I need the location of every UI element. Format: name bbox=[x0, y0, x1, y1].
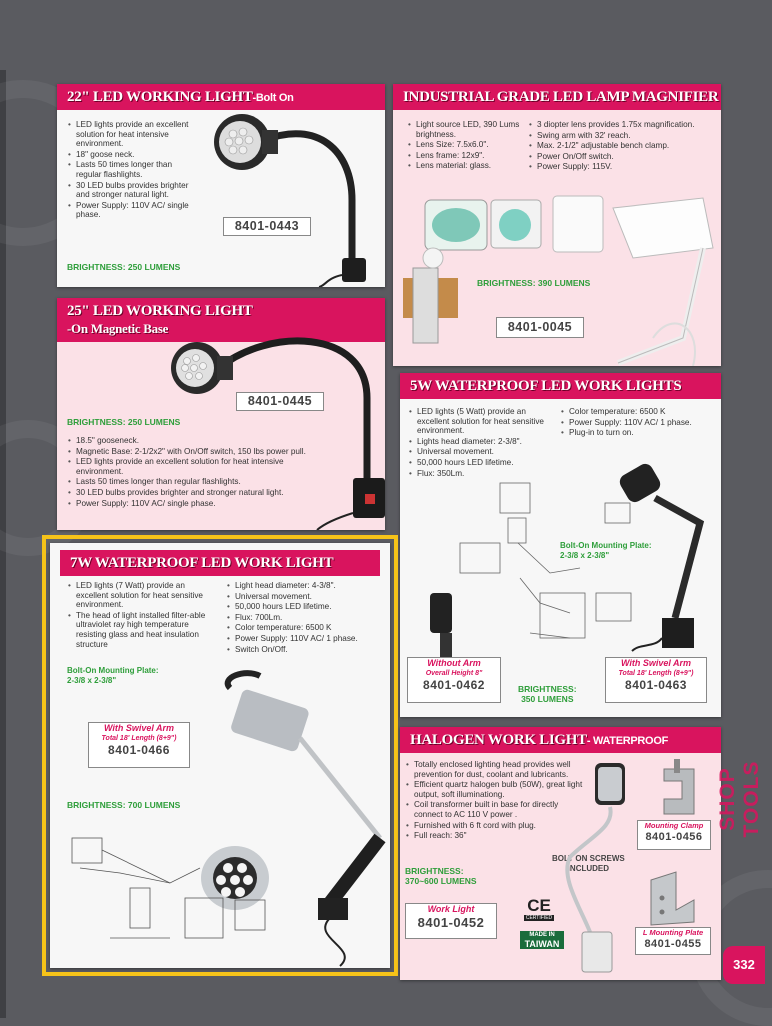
feature-item: • The head of light installed filter-able ultraviolet ray high temperature resisting glass and heat insulation structure bbox=[67, 611, 215, 649]
feature-item: • Lens material: glass. bbox=[407, 161, 522, 171]
feature-item: • 18" goose neck. bbox=[67, 150, 192, 160]
part-number: 8401-0455 bbox=[644, 938, 702, 950]
feature-item: • Flux: 350Lm. bbox=[408, 469, 558, 479]
feature-item: • 30 LED bulbs provides brighter and stronger natural light. bbox=[67, 488, 307, 498]
plate-size-text: 2-3/8 x 2-3/8" bbox=[67, 676, 117, 685]
ce-mark-text: CE bbox=[527, 896, 551, 915]
feature-item: • LED lights (7 Watt) provide an excellent solution for heat sensitive environment. bbox=[67, 581, 215, 610]
product-panel-halogen bbox=[400, 727, 721, 980]
variant-title: Mounting Clamp bbox=[644, 821, 704, 830]
panel-title-text: 7W WATERPROOF LED WORK LIGHT bbox=[70, 555, 334, 571]
ce-sub-text: CERTIFIED bbox=[525, 915, 553, 921]
feature-item: • Coil transformer built in base for directly connect to AC 110 V power . bbox=[405, 800, 585, 819]
feature-item: • Light source LED, 390 Lums brightness. bbox=[407, 120, 522, 139]
variant-subtitle: Overall Height 8" bbox=[425, 670, 483, 677]
brightness-label bbox=[518, 684, 577, 704]
panel-title-suffix: - WATERPROOF bbox=[586, 735, 668, 747]
gooseneck-lamp-image bbox=[207, 110, 385, 287]
feature-item: • Switch On/Off. bbox=[226, 645, 386, 655]
product-panel-22in-led bbox=[57, 84, 385, 287]
feature-list bbox=[67, 436, 307, 509]
variant-with-swivel-arm bbox=[605, 657, 707, 703]
feature-item: • Universal movement. bbox=[226, 592, 386, 602]
l-mounting-plate-image bbox=[646, 870, 698, 928]
part-number: 8401-0463 bbox=[625, 678, 687, 692]
feature-item: • Swing arm with 32' reach. bbox=[528, 131, 718, 141]
part-number: 8401-0452 bbox=[417, 915, 485, 930]
variant-l-mounting-plate bbox=[635, 927, 711, 955]
page-number: 332 bbox=[723, 946, 765, 984]
feature-item: • Lights head diameter: 2-3/8". bbox=[408, 437, 558, 447]
feature-item: • Power Supply: 115V. bbox=[528, 162, 718, 172]
panel-title-text: 5W WATERPROOF LED WORK LIGHTS bbox=[410, 378, 682, 394]
variant-subtitle: Total 18' Length (8+9") bbox=[101, 735, 177, 742]
brightness-label: BRIGHTNESS: 250 LUMENS bbox=[67, 417, 181, 427]
brightness-label bbox=[405, 866, 477, 886]
plate-label-text: Bolt-On Mounting Plate: bbox=[67, 666, 159, 675]
feature-item: • Color temperature: 6500 K bbox=[226, 623, 386, 633]
variant-title: With Swivel Arm bbox=[103, 723, 175, 733]
feature-item: • Power Supply: 110V AC/ single phase. bbox=[67, 201, 192, 220]
part-number: 8401-0445 bbox=[236, 392, 324, 411]
feature-list-right bbox=[528, 120, 718, 173]
feature-item: • Efficient quartz halogen bulb (50W), great light output, soft illuminationg. bbox=[405, 780, 585, 799]
feature-item: • Furnished with 6 ft cord with plug. bbox=[405, 821, 585, 831]
plate-size-text: 2-3/8 x 2-3/8" bbox=[560, 551, 610, 560]
variant-title: With Swivel Arm bbox=[620, 658, 692, 668]
brightness-line-1: BRIGHTNESS: bbox=[518, 684, 577, 694]
bolt-note-line-1: BOLT ON SCREWS bbox=[552, 854, 625, 863]
feature-item: • Power Supply: 110V AC/ 1 phase. bbox=[226, 634, 386, 644]
part-number: 8401-0443 bbox=[223, 217, 311, 236]
feature-item: • Lens Size: 7.5x6.0". bbox=[407, 140, 522, 150]
feature-item: • Full reach: 36" bbox=[405, 831, 585, 841]
made-in-taiwan-badge bbox=[520, 931, 564, 949]
variant-title: Work Light bbox=[427, 904, 475, 914]
feature-item: • 50,000 hours LED lifetime. bbox=[226, 602, 386, 612]
feature-list-left bbox=[407, 120, 522, 172]
panel-title bbox=[400, 727, 721, 753]
variant-subtitle: Total 18' Length (8+9") bbox=[618, 670, 694, 677]
feature-item: • Lasts 50 times longer than regular flashlights. bbox=[67, 477, 307, 487]
feature-list bbox=[67, 120, 192, 221]
feature-item: • Power On/Off switch. bbox=[528, 152, 718, 162]
feature-item: • LED lights (5 Watt) provide an excellent solution for heat sensitive environment. bbox=[408, 407, 558, 436]
product-panel-lamp-magnifier bbox=[393, 84, 721, 366]
feature-item: • Magnetic Base: 2-1/2x2" with On/Off switch, 150 lbs power pull. bbox=[67, 447, 307, 457]
made-in-line-1: MADE IN bbox=[529, 932, 555, 938]
bolt-note-line-2: INCLUDED bbox=[567, 864, 610, 873]
mounting-clamp-image bbox=[654, 759, 704, 821]
featured-product-highlight bbox=[42, 535, 398, 976]
brightness-label: BRIGHTNESS: 250 LUMENS bbox=[67, 262, 181, 272]
feature-item: • 50,000 hours LED lifetime. bbox=[408, 458, 558, 468]
feature-item: • Flux: 700Lm. bbox=[226, 613, 386, 623]
brightness-label: BRIGHTNESS: 700 LUMENS bbox=[67, 800, 181, 810]
variant-title: Without Arm bbox=[427, 658, 481, 668]
panel-subtitle: -On Magnetic Base bbox=[67, 321, 169, 336]
feature-item: • Totally enclosed lighting head provides well prevention for dust, coolant and lubricants. bbox=[405, 760, 585, 779]
magnifier-lamp-image bbox=[403, 188, 721, 366]
feature-list-right bbox=[560, 407, 720, 439]
variant-mounting-clamp bbox=[637, 820, 711, 850]
panel-title-text: HALOGEN WORK LIGHT bbox=[410, 732, 587, 748]
feature-item: • Lasts 50 times longer than regular flashlights. bbox=[67, 160, 192, 179]
feature-item: • LED lights provide an excellent solution for heat intensive environment. bbox=[67, 120, 192, 149]
part-number: 8401-0456 bbox=[645, 831, 703, 843]
brightness-line-2: 350 LUMENS bbox=[521, 694, 574, 704]
feature-item: • 18.5" gooseneck. bbox=[67, 436, 307, 446]
feature-item: • Light head diameter: 4-3/8". bbox=[226, 581, 386, 591]
part-number: 8401-0466 bbox=[108, 743, 170, 757]
part-number: 8401-0045 bbox=[496, 317, 584, 338]
mounting-plate-label bbox=[560, 541, 720, 561]
variant-title: L Mounting Plate bbox=[642, 928, 704, 937]
panel-title-text: INDUSTRIAL GRADE LED LAMP MAGNIFIER bbox=[403, 89, 719, 105]
feature-item: • Universal movement. bbox=[408, 447, 558, 457]
variant-work-light bbox=[405, 903, 497, 939]
section-side-label: SHOP TOOLS bbox=[716, 760, 763, 838]
feature-item: • Power Supply: 110V AC/ 1 phase. bbox=[560, 418, 720, 428]
panel-title bbox=[400, 373, 721, 399]
ce-certified-mark bbox=[524, 897, 554, 921]
plate-label-text: Bolt-On Mounting Plate: bbox=[560, 541, 652, 550]
panel-title-text: 22" LED WORKING LIGHT bbox=[67, 89, 253, 105]
feature-item: • Lens frame: 12x9". bbox=[407, 151, 522, 161]
brightness-line-2: 370~600 LUMENS bbox=[405, 876, 477, 886]
feature-item: • Plug-in to turn on. bbox=[560, 428, 720, 438]
variant-without-arm bbox=[407, 657, 501, 703]
feature-item: • Power Supply: 110V AC/ single phase. bbox=[67, 499, 307, 509]
brightness-label: BRIGHTNESS: 390 LUMENS bbox=[477, 278, 591, 288]
feature-item: • Max. 2-1/2" adjustable bench clamp. bbox=[528, 141, 718, 151]
panel-title-text: 25" LED WORKING LIGHT bbox=[67, 303, 253, 319]
feature-item: • 30 LED bulbs provides brighter and stronger natural light. bbox=[67, 181, 192, 200]
feature-item: • LED lights provide an excellent solution for heat intensive environment. bbox=[67, 457, 307, 476]
made-in-line-2: TAIWAN bbox=[524, 939, 560, 949]
part-number: 8401-0462 bbox=[423, 678, 485, 692]
brightness-line-1: BRIGHTNESS: bbox=[405, 866, 464, 876]
panel-title bbox=[393, 84, 721, 110]
product-panel-25in-led bbox=[57, 298, 385, 530]
panel-title bbox=[57, 84, 385, 110]
panel-title-suffix: -Bolt On bbox=[252, 92, 294, 104]
product-panel-5w-waterproof bbox=[400, 373, 721, 717]
feature-item: • Color temperature: 6500 K bbox=[560, 407, 720, 417]
feature-item: • 3 diopter lens provides 1.75x magnification. bbox=[528, 120, 718, 130]
